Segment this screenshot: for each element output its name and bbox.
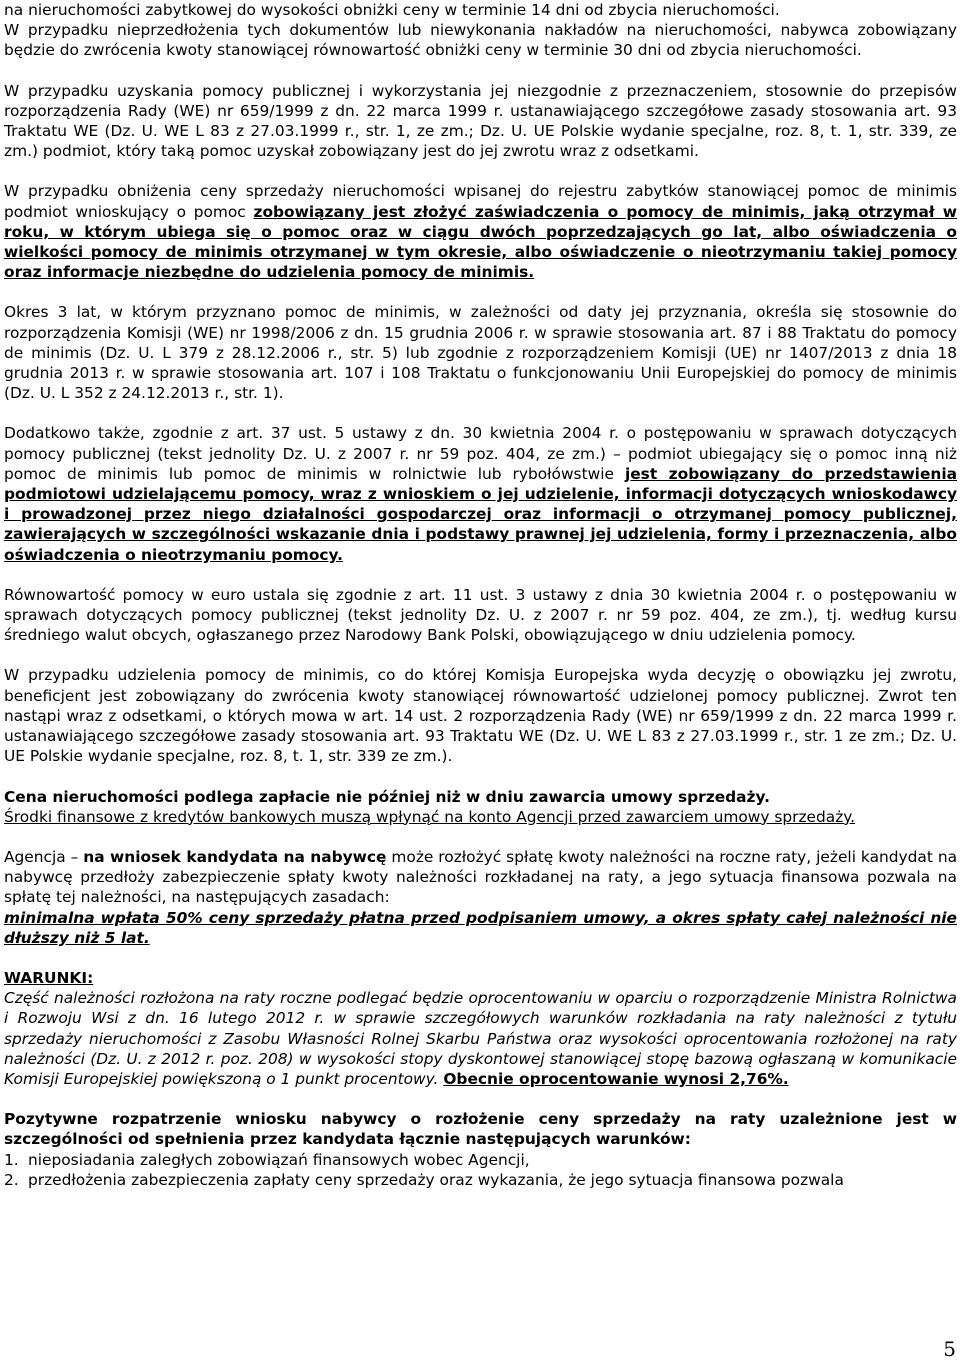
paragraph-2: W przypadku nieprzedłożenia tych dokumentów lub niewykonania nakładów na nieruchomości, nabywca zobowiązany będzie do zwrócenia kwoty stanowiącej równowartość obniżki ceny w terminie 30 dni od zbycia nieruchomości. [4, 21, 957, 60]
document-page [4, 0, 957, 1190]
warunki-heading: WARUNKI: [4, 968, 94, 987]
conditions-list [4, 1150, 957, 1190]
paragraph-12: Pozytywne rozpatrzenie wniosku nabywcy o rozłożenie ceny sprzedaży na raty uzależnione jest w szczególności od spełnienia przez kandydata łącznie następujących warunków: [4, 1110, 957, 1149]
paragraph-4-emphasis: zobowiązany jest złożyć zaświadczenia o pomocy de minimis, jaką otrzymał w roku, w którym ubiega się o pomoc oraz w ciągu dwóch poprzedzających go lat, albo oświadczenia o wielkości pomocy de minimis otrzymanej w tym okresie, albo oświadczenie o nieotrzymaniu takiej pomocy oraz informacje niezbędne do udzielenia pomocy de minimis. [4, 202, 958, 282]
condition-number: 1. [4, 1150, 19, 1169]
bank-credit-notice: Środki finansowe z kredytów bankowych muszą wpłynąć na konto Agencji przed zawarciem umowy sprzedaży. [4, 807, 856, 826]
price-payment-notice: Cena nieruchomości podlega zapłacie nie później niż w dniu zawarcia umowy sprzedaży. [4, 787, 770, 806]
condition-number: 2. [4, 1170, 19, 1189]
paragraph-6-emphasis: jest zobowiązany do przedstawienia podmiotowi udzielającemu pomocy, wraz z wnioskiem o jej udzielenie, informacji dotyczących wnioskodawcy i prowadzonej przez niego działalności gospodarczej oraz informacji o otrzymanej pomocy publicznej, zawierających w szczególności wskazanie dnia i podstawy prawnej jej udzielenia, formy i przeznaczenia, albo oświadczenia o nieotrzymaniu pomocy. [4, 464, 957, 564]
condition-text: nieposiadania zaległych zobowiązań finansowych wobec Agencji, [28, 1150, 530, 1169]
page-number: 5 [943, 1337, 956, 1361]
paragraph-11 [4, 988, 957, 1089]
paragraph-10-text-a: Agencja – [4, 847, 84, 866]
paragraph-1-tail: na nieruchomości zabytkowej do wysokości obniżki ceny w terminie 14 dni od zbycia nieruchomości. [4, 1, 780, 19]
paragraph-3: W przypadku uzyskania pomocy publicznej i wykorzystania jej niezgodnie z przeznaczeniem, stosownie do przepisów rozporządzenia Rady (WE) nr 659/1999 z dn. 22 marca 1999 r. ustanawiającego szczegółowe zasady stosowania art. 93 Traktatu WE (Dz. U. WE L 83 z 27.03.1999 r., str. 1, ze zm.; Dz. U. UE Polskie wydanie specjalne, roz. 8, t. 1, str. 339, ze zm.) podmiot, który taką pomoc uzyskał zobowiązany jest do jej zwrotu wraz z odsetkami. [4, 81, 957, 161]
paragraph-10-bold: na wniosek kandydata na nabywcę [83, 847, 387, 866]
paragraph-5: Okres 3 lat, w którym przyznano pomoc de minimis, w zależności od daty jej przyznania, określa się stosownie do rozporządzenia Komisji (WE) nr 1998/2006 z dn. 15 grudnia 2006 r. w sprawie stosowania art. 87 i 88 Traktatu do pomocy de minimis (Dz. U. L 379 z 28.12.2006 r., str. 5) lub zgodnie z rozporządzeniem Komisji (UE) nr 1407/2013 z dnia 18 grudnia 2013 r. w sprawie stosowania art. 107 i 108 Traktatu o funkcjonowaniu Unii Europejskiej do pomocy de minimis (Dz. U. L 352 z 24.12.2013 r., str. 1). [4, 303, 957, 403]
paragraph-10 [4, 847, 957, 908]
paragraph-4-text: W przypadku obniżenia ceny sprzedaży nieruchomości wpisanej do rejestru zabytków stanowiącej pomoc de minimis podmiot wnioskujący o pomoc [4, 182, 957, 221]
installment-terms: minimalna wpłata 50% ceny sprzedaży płatna przed podpisaniem umowy, a okres spłaty całej należności nie dłuższy niż 5 lat. [4, 908, 957, 947]
paragraph-10-text-c: może rozłożyć spłatę kwoty należności na roczne raty, jeżeli kandydat na nabywcę przedłoży zabezpieczenie spłaty kwoty należności rozkładanej na raty, a jego sytuacja finansowa pozwala na spłatę tej należności, na następujących zasadach: [4, 847, 958, 907]
condition-item [4, 1150, 957, 1170]
paragraph-7: Równowartość pomocy w euro ustala się zgodnie z art. 11 ust. 3 ustawy z dnia 30 kwietnia 2004 r. o postępowaniu w sprawach dotyczących pomocy publicznej (tekst jednolity Dz. U. z 2007 r. nr 59 poz. 404, ze zm.), tj. według kursu średniego walut obcych, ogłaszanego przez Narodowy Bank Polski, obowiązującego w dniu udzielenia pomocy. [4, 585, 957, 645]
paragraph-6-text: Dodatkowo także, zgodnie z art. 37 ust. 5 ustawy z dn. 30 kwietnia 2004 r. o postępowaniu w sprawach dotyczących pomocy publicznej (tekst jednolity Dz. U. z 2007 r. nr 59 poz. 404, ze zm.) – podmiot ubiegający się o pomoc inną niż pomoc de minimis lub pomoc de minimis w rolnictwie lub rybołówstwie [4, 424, 957, 483]
paragraph-8: W przypadku udzielenia pomocy de minimis, co do której Komisja Europejska wyda decyzję o obowiązku jej zwrotu, beneficjent jest zobowiązany do zwrócenia kwoty stanowiącej równowartość udzielonej pomocy publicznej. Zwrot ten nastąpi wraz z odsetkami, o których mowa w art. 14 ust. 2 rozporządzenia Rady (WE) nr 659/1999 z dn. 22 marca 1999 r. ustanawiającego szczegółowe zasady stosowania art. 93 Traktatu WE (Dz. U. WE L 83 z 27.03.1999 r., str. 1 ze zm.; Dz. U. UE Polskie wydanie specjalne, roz. 8, t. 1, str. 339 ze zm.). [4, 666, 957, 766]
paragraph-6 [4, 423, 957, 564]
interest-rate-notice: Obecnie oprocentowanie wynosi 2,76%. [443, 1069, 789, 1088]
condition-item [4, 1170, 957, 1190]
paragraph-11-text: Część należności rozłożona na raty roczne podlegać będzie oprocentowaniu w oparciu o rozporządzenie Ministra Rolnictwa i Rozwoju Wsi z dn. 16 lutego 2012 r. w sprawie szczegółowych warunków rozkładania na raty należności z tytułu sprzedaży nieruchomości z Zasobu Własności Rolnej Skarbu Państwa oraz wysokości oprocentowania rozłożonej na raty należności (Dz. U. z 2012 r. poz. 208) w wysokości stopy dyskontowej stanowiącej stopę bazową ogłaszaną w komunikacie Komisji Europejskiej powiększoną o 1 punkt procentowy. [4, 989, 957, 1088]
paragraph-4 [4, 181, 957, 282]
condition-text: przedłożenia zabezpieczenia zapłaty ceny sprzedaży oraz wykazania, że jego sytuacja finansowa pozwala [28, 1170, 844, 1189]
